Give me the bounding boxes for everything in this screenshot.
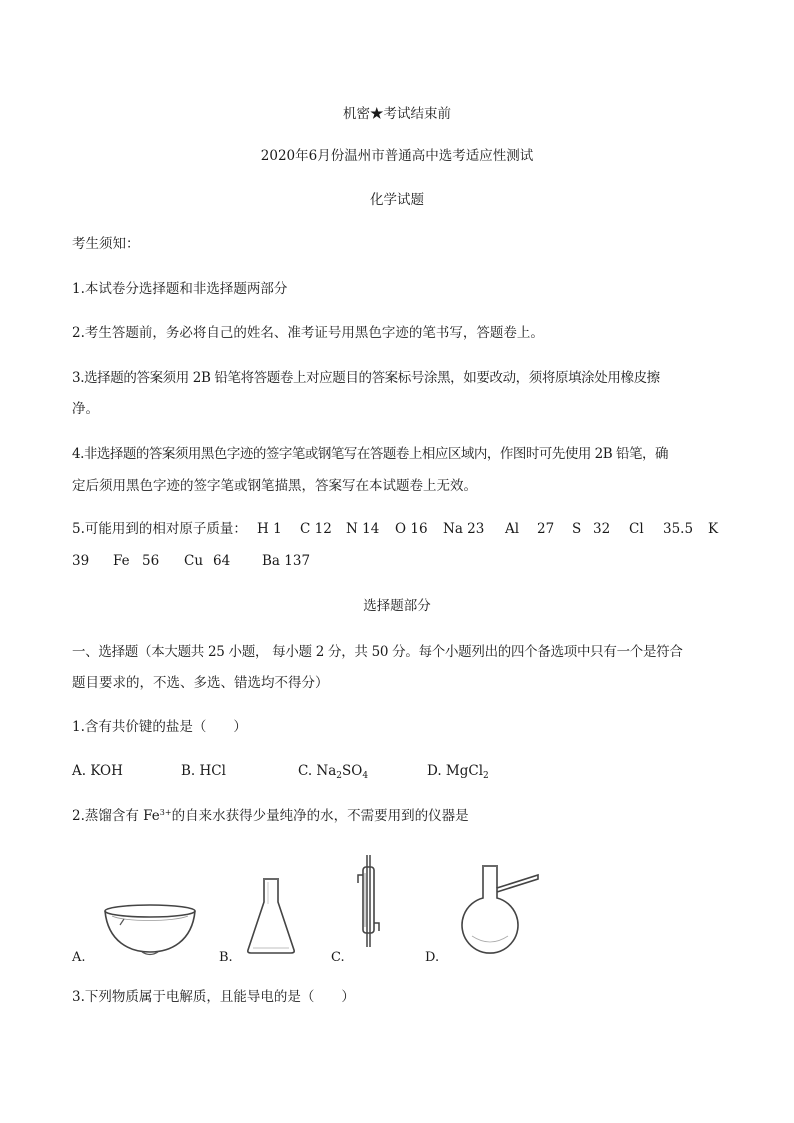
notice-item-3-line-1: 3.选择题的答案须用 2B 铅笔将答题卷上对应题目的答案标号涂黑，如要改动，须将原填涂处用橡皮擦 — [72, 370, 660, 386]
condenser-icon — [356, 853, 382, 949]
atomic-mass-h: H 1 — [257, 521, 282, 537]
atomic-mass-s-symbol: S — [572, 521, 582, 537]
question-1-stem: 1.含有共价键的盐是（ ） — [72, 719, 247, 735]
atomic-mass-c: C 12 — [300, 521, 332, 537]
section-title: 选择题部分 — [363, 598, 431, 614]
exam-title: 2020年6月份温州市普通高中选考适应性测试 — [260, 148, 534, 164]
question-2-label-d: D. — [425, 950, 440, 965]
question-2-stem: 2.蒸馏含有 $Fe^{3+}$的自来水获得少量纯净的水，不需要用到的仪器是 — [72, 808, 469, 824]
atomic-mass-na: Na 23 — [443, 521, 485, 537]
question-2-label-a: A. — [72, 950, 86, 965]
confidential-header: 机密★考试结束前 — [343, 106, 451, 122]
conical-flask-icon — [243, 876, 299, 956]
subject-title: 化学试题 — [370, 192, 424, 208]
atomic-mass-cl-value: 35.5 — [663, 521, 694, 537]
question-1-option-d: D. MgCl$_2$ — [427, 763, 489, 781]
atomic-mass-k-symbol: K — [708, 521, 719, 537]
notice-item-3-line-2: 净。 — [72, 401, 99, 417]
atomic-mass-al-symbol: Al — [505, 521, 520, 537]
notice-item-5-prefix: 5.可能用到的相对原子质量： — [72, 521, 247, 537]
atomic-mass-s-value: 32 — [593, 521, 611, 537]
atomic-mass-k-value: 39 — [72, 553, 90, 569]
notice-item-1: 1.本试卷分选择题和非选择题两部分 — [72, 281, 288, 297]
atomic-mass-cu-value: 64 — [213, 553, 231, 569]
notice-item-2: 2.考生答题前，务必将自己的姓名、准考证号用黑色字迹的笔书写，答题卷上。 — [72, 325, 544, 341]
evaporating-dish-icon — [102, 900, 198, 958]
atomic-mass-cu-symbol: Cu — [184, 553, 204, 569]
notice-item-4-line-2: 定后须用黑色字迹的签字笔或钢笔描黑，答案写在本试题卷上无效。 — [72, 478, 477, 494]
question-2-label-b: B. — [219, 950, 233, 965]
atomic-mass-o: O 16 — [395, 521, 428, 537]
atomic-mass-fe-symbol: Fe — [113, 553, 130, 569]
atomic-mass-fe-value: 56 — [142, 553, 160, 569]
atomic-mass-ba: Ba 137 — [262, 553, 311, 569]
question-1-option-b: B. HCl — [181, 763, 226, 779]
section-intro-line-1: 一、选择题（本大题共 25 小题， 每小题 2 分，共 50 分。每个小题列出的四个备选项中只有一个是符合 — [72, 644, 683, 660]
question-3-stem: 3.下列物质属于电解质，且能导电的是（ ） — [72, 989, 355, 1005]
notice-heading: 考生须知： — [72, 236, 140, 252]
notice-item-4-line-1: 4.非选择题的答案须用黑色字迹的签字笔或钢笔写在答题卷上相应区域内，作图时可先使用 2B 铅笔，确 — [72, 446, 668, 462]
atomic-mass-cl-symbol: Cl — [629, 521, 644, 537]
question-1-option-c: C. $Na_2SO_4$ — [298, 763, 369, 781]
distillation-flask-icon — [458, 862, 540, 954]
question-1-option-a: A. KOH — [72, 763, 123, 779]
atomic-mass-al-value: 27 — [537, 521, 555, 537]
question-2-label-c: C. — [331, 950, 345, 965]
section-intro-line-2: 题目要求的，不选、多选、错选均不得分） — [72, 675, 329, 691]
atomic-mass-n: N 14 — [346, 521, 380, 537]
